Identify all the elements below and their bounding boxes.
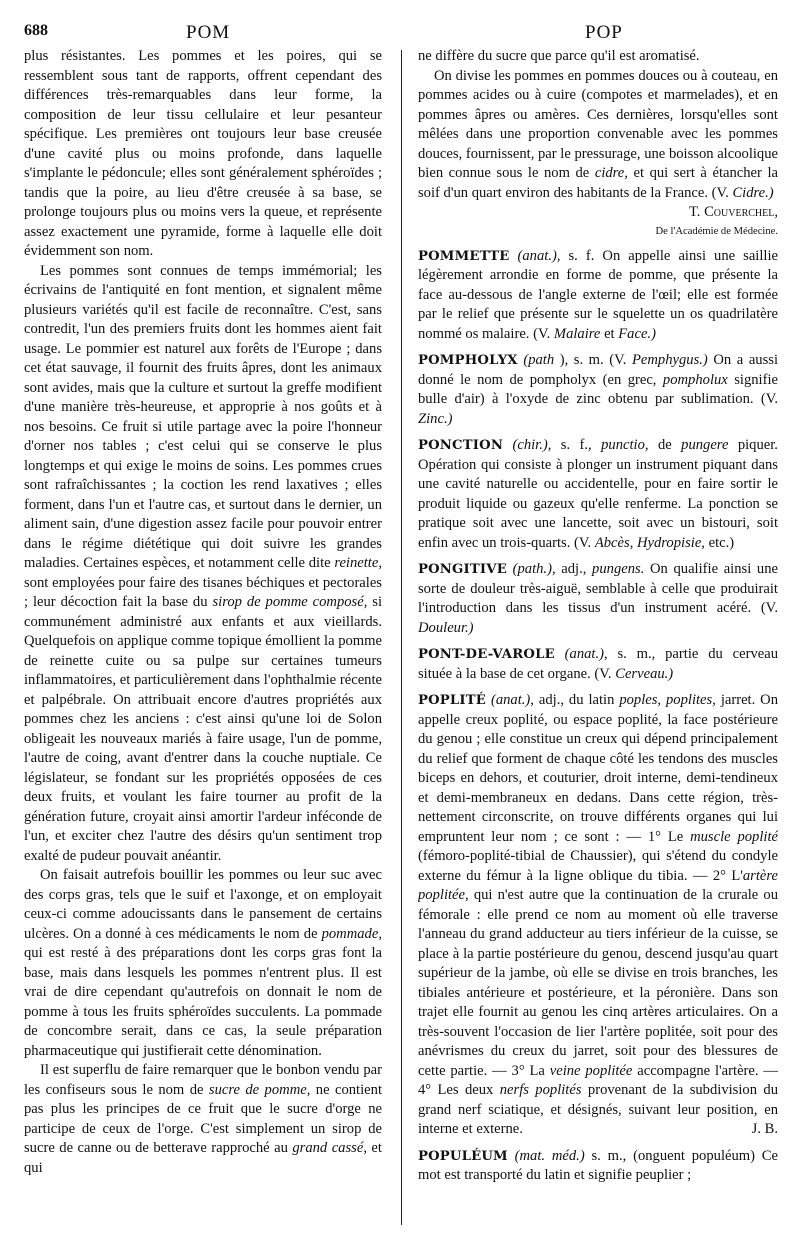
entry-pongitive: PONGITIVE (path.), adj., pungens. On qualifie ainsi une sorte de douleur très-aiguë, semblable à celle que produirait l'introduction dans les tissus d'un instrument acéré. (V. Douleur.) — [418, 561, 778, 636]
left-column — [24, 47, 382, 1227]
headword: POPLITÉ — [418, 693, 487, 708]
entry-ponction: PONCTION (chir.), s. f., punctio, de pungere piquer. Opération qui consiste à plonger un instrument piquant dans une cavité naturelle ou accidentelle, pour en faire sortir le produit liquide ou gazeux qu'elle renferme. La ponction se pratique soit avec une lancette, soit avec un bistouri, soit enfin avec un trois-quarts. (V. Abcès, Hydropisie, etc.) — [418, 437, 778, 551]
headword: PONGITIVE — [418, 562, 507, 577]
author-signature: T. Couverchel, — [688, 204, 778, 220]
page-number: 688 — [24, 22, 48, 39]
entry-pont-de-varole: PONT-DE-VAROLE (anat.), s. m., partie du cerveau située à la base de cet organe. (V. Cerveau.) — [418, 646, 778, 682]
paragraph-pommes-histoire: Les pommes sont connues de temps immémorial; les écrivains de l'antiquité en font mention, et signalent même plusieurs variétés qu'il est facile de reconnaître. C'est, sans contredit, l'un des premiers fruits dont les hommes aient fait usage. Le pommier est naturel aux forêts de l'Europe ; dans cet état sauvage, il fournit des fruits âpres, dont les animaux sont avides, mais que la culture et surtout la greffe modifient d'une manière très-heureuse, et approprie à nos goûts et à nos besoins. Ce fruit si utile partage avec la poire l'honneur d'orner nos tables ; c'est celui qui se conserve le plus longtemps et qui exige le moins de soins. Les pommes crues sont rafraîchissantes ; la coction les rend laxatives ; elles forment, dans l'un et l'autre cas, et surtout dans le dernier, un aliment sain, d'une digestion assez facile pour pouvoir entrer dans le régime diététique qui doit suivre les grandes maladies. Certaines espèces, et notamment celle dite reinette, sont employées pour faire des tisanes béchiques et pectorales ; leur décoction fait la base du sirop de pomme composé, si communément administré aux enfants et aux vieillards. Quelquefois on applique comme topique émollient la pomme de reinette cuite ou sa pulpe sur certaines tumeurs inflammatoires, et particulièrement dans l'ophthalmie récente et palpébrale. On attribuait encore d'autres propriétés aux pommes chez les anciens : c'est ainsi qu'une loi de Solon obligeait les nouveaux mariés à faire usage, l'un de pomme, l'autre de coing, avant d'entrer dans la couche nuptiale. Ce législateur, se fondant sur les propriétés opposées de ces deux fruits, et voulant les faire tourner au profit de la génération future, croyait ainsi amortir l'ardeur inféconde de l'un, et exciter chez l'autre des désirs qu'un sentiment trop exalté de pudeur pouvait anéantir. — [24, 262, 382, 864]
page-header — [0, 0, 800, 44]
paragraph-pommade: On faisait autrefois bouillir les pommes ou leur suc avec des corps gras, tels que le suif et l'axonge, et on employait ceux-ci comme adoucissants dans le pansement de certains ulcères. On a donné à ces médicaments le nom de pommade, qui est resté à des préparations dont les corps gras font la base, mais dans lesquels les pommes n'entrent plus. Il est vrai de dire cependant qu'autrefois on donnait le nom de pomme à tous les fruits sphéroïdes succulents. La pommade de concombre serait, dans ce cas, la seule préparation pharmaceutique qui justifierait cette dénomination. — [24, 867, 382, 1059]
headword: PONT-DE-VAROLE — [418, 647, 555, 662]
entry-pommette: POMMETTE (anat.), s. f. On appelle ainsi une saillie légèrement arrondie en forme de pomme, que présente la face au-dessous de l'angle externe de l'œil; elle est formée par le relief que présente sur le squelette un os quadrilatère nommé os malaire. (V. Malaire et Face.) — [418, 247, 778, 342]
paragraph-sucre-de-pomme: Il est superflu de faire remarquer que le bonbon vendu par les confiseurs sous le nom de sucre de pomme, ne contient pas plus les principes de ce fruit que le sucre d'orge ne participe de ceux de l'orge. C'est simplement un sirop de sucre de canne ou de betterave rapproché au grand cassé, et qui — [24, 1062, 382, 1176]
entry-populeum: POPULÉUM (mat. méd.) s. m., (onguent populéum) Ce mot est transporté du latin et signifie peuplier ; — [418, 1147, 778, 1183]
column-divider — [401, 50, 402, 1225]
headword: POMMETTE — [418, 248, 510, 264]
paragraph-continuation: ne diffère du sucre que parce qu'il est aromatisé. — [418, 48, 700, 64]
running-head-left: POM — [186, 22, 231, 43]
author-affiliation: De l'Académie de Médecine. — [655, 225, 778, 237]
right-column — [418, 47, 778, 1227]
headword: PONCTION — [418, 438, 504, 453]
running-head-right: POP — [585, 22, 623, 43]
entry-signature: J. B. — [751, 1121, 778, 1137]
headword: POPULÉUM — [418, 1148, 508, 1164]
entry-poplite: POPLITÉ (anat.), adj., du latin poples, poplites, jarret. On appelle creux poplité, ou espace poplité, la face postérieure du genou ; elle constitue un creux qui dépend principalement du relief que forment de chaque côté les tendons des muscles biceps en dehors, et couturier, droit interne, demi-tendineux et demi-membraneux en dedans. Dans cette région, très-nettement circonscrite, on trouve différents organes qui lui empruntent leur nom ; ce sont : — 1° Le muscle poplité (fémoro-poplité-tibial de Chaussier), qui s'étend du condyle externe du fémur à la ligne oblique du tibia. — 2° L'artère poplitée, qui n'est autre que la continuation de la crurale ou fémorale : elle prend ce nom au moment où elle traverse l'anneau du grand adducteur au tiers inférieur de la cuisse, se place à la partie postérieure du genou, descend jusqu'au quart supérieur de la jambe, où elle se divise en trois branches, les tibiales antérieure et postérieure, et la péronière. Dans son trajet elle fournit au genou les cinq artères articulaires. On a très-souvent l'occasion de lier l'artère poplitée, soit pour des anévrismes du creux du jarret, soit pour des blessures de cette partie. — 3° La veine poplitée accompagne l'artère. — 4° Les deux nerfs poplités provenant de la subdivision du grand nerf sciatique, et désignés, suivant leur position, en interne et externe. J. B. — [418, 691, 778, 1140]
paragraph-division-pommes: On divise les pommes en pommes douces ou à couteau, en pommes acides ou à cuire (compotes et marmelades), et en pommes âpres ou amères. Ces dernières, lorsqu'elles sont mêlées dans une proportion convenable avec les pommes douces, fournissent, par le pressurage, une boisson alcoolique bien connue sous le nom de cidre, et qui sert à étancher la soif d'un quart environ des habitants de la France. (V. Cidre.) — [418, 67, 778, 201]
headword: POMPHOLYX — [418, 353, 518, 368]
paragraph-pommes-poires: plus résistantes. Les pommes et les poires, qui se ressemblent sous tant de rapports, offrent cependant des différences très-remarquables dans leur forme, la composition de leur tissu cellulaire et leur pesanteur spécifique. Les premières ont toujours leur base creusée d'une cavité plus ou moins profonde, dans laquelle s'implante le pédoncule; elles sont généralement sphéroïdes ; tandis que la poire, au lieu d'être creusée à sa base, se prolonge toujours plus ou moins vers la queue, et représente assez exactement une pyramide, forme à laquelle elle doit évidemment son nom. — [24, 48, 382, 259]
entry-pompholyx: POMPHOLYX (path ), s. m. (V. Pemphygus.) On a aussi donné le nom de pompholyx (en grec, pompholux signifie bulle d'air) à l'oxyde de zinc obtenu par sublimation. (V. Zinc.) — [418, 352, 778, 427]
signature-line — [418, 203, 778, 223]
